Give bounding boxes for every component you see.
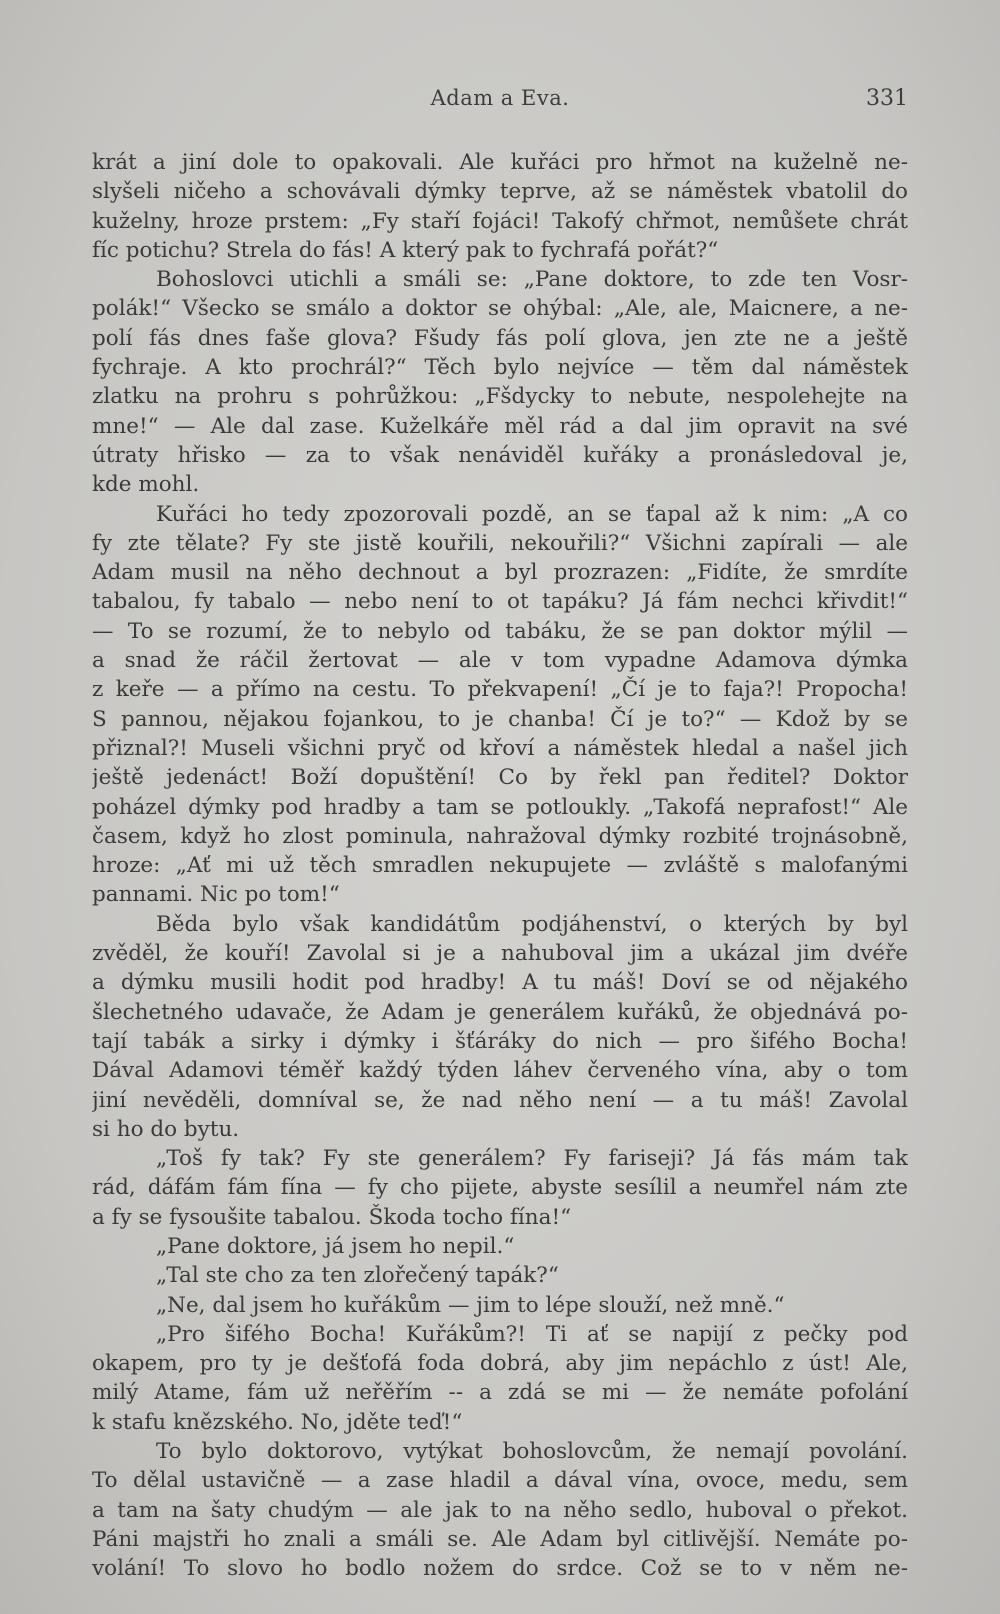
text-line: Běda bylo však kandidátům podjáhenství, o kterých by byl [156,911,908,937]
running-title: Adam a Eva. [430,86,570,110]
text-line: milý Atame, fám už neřěřím -- a zdá se mi — že nemáte pofolání [92,1380,908,1406]
text-line: „Pane doktore, já jsem ho nepil.“ [156,1233,515,1259]
text-line: časem, když ho zlost pominula, nahražoval dýmky rozbité trojnásobně, [92,823,908,849]
text-line: „Toš fy tak? Fy ste generálem? Fy fariseji? Já fás mám tak [156,1146,908,1172]
text-line: fychraje. A kto prochrál?“ Těch bylo nejvíce — těm dal náměstek [92,355,908,381]
text-line: To dělal ustavičně — a zase hladil a dával vína, ovoce, medu, sem [92,1468,908,1494]
text-line: S pannou, nějakou fojankou, to je chanba! Čí je to?“ — Kdož by se [92,706,908,732]
text-line: útraty hřisko — za to však nenáviděl kuřáky a pronásledoval je, [92,442,908,468]
text-line: „Ne, dal jsem ho kuřákům — jim to lépe slouží, než mně.“ [156,1292,785,1318]
text-line: okapem, pro ty je dešťofá foda dobrá, aby jim nepáchlo z úst! Ale, [92,1351,908,1377]
page-header [92,86,908,120]
text-line: polí fás dnes faše glova? Fšudy fás polí glova, jen zte ne a ještě [92,325,908,351]
text-line: krát a jiní dole to opakovali. Ale kuřáci pro hřmot na kuželně ne- [92,150,908,175]
text-line: To bylo doktorovo, vytýkat bohoslovcům, že nemají povolání. [156,1439,908,1465]
text-line: tabalou, fy tabalo — nebo není to ot tapáku? Já fám nechci křivdit!“ [92,589,908,615]
text-line: jiní nevěděli, domníval se, že nad něho není — a tu máš! Zavolal [92,1087,908,1113]
page-number: 331 [866,86,908,111]
text-line: zlatku na prohru s pohrůžkou: „Fšdycky to nebute, nespolehejte na [92,384,908,410]
text-line: hroze: „Ať mi už těch smradlen nekupujete — zvláště s malofanými [92,853,908,879]
text-line: poházel dýmky pod hradby a tam se potloukly. „Takofá neprafost!“ Ale [92,794,908,820]
text-line: Kuřáci ho tedy zpozorovali pozdě, an se ťapal až k nim: „A co [156,501,908,527]
text-line: Bohoslovci utichli a smáli se: „Pane doktore, to zde ten Vosr- [156,267,908,293]
text-line: fy zte tělate? Fy ste jistě kouřili, nekouřili?“ Všichni zapírali — ale [92,530,908,556]
text-line: slyšeli ničeho a schovávali dýmky teprve, až se náměstek vbatolil do [92,179,908,205]
text-line: mne!“ — Ale dal zase. Kuželkáře měl rád a dal jim opravit na své [92,413,908,439]
body-text [92,148,908,1584]
text-line: ještě jedenáct! Boží dopuštění! Co by řekl pan ředitel? Doktor [92,765,908,791]
text-line: tají tabák a sirky i dýmky i šťáráky do nich — pro šifého Bocha! [92,1028,908,1054]
text-line: a snad že ráčil žertovat — ale v tom vypadne Adamova dýmka [92,648,908,674]
text-line: „Tal ste cho za ten zlořečený tapák?“ [156,1263,559,1289]
text-line: kuželny, hroze prstem: „Fy staří fojáci! Takofý chřmot, nemůšete chrát [92,208,908,234]
text-line: k stafu knězského. No, jděte teď!“ [92,1409,463,1435]
text-line: a tam na šaty chudým — ale jak to na něho sedlo, huboval o překot. [92,1497,908,1523]
text-line: a fy se fysoušite tabalou. Škoda tocho fína!“ [92,1204,572,1230]
text-line: volání! To slovo ho bodlo nožem do srdce. Což se to v něm ne- [92,1556,908,1582]
text-line: z keře — a přímo na cestu. To překvapení! „Čí je to faja?! Propocha! [92,677,908,703]
text-line: Dával Adamovi téměř každý týden láhev červeného vína, aby o tom [92,1058,908,1084]
text-line: polák!“ Všecko se smálo a doktor se ohýbal: „Ale, ale, Maicnere, a ne- [92,296,908,322]
text-line: Páni majstři ho znali a smáli se. Ale Adam byl citlivější. Nemáte po- [92,1526,908,1552]
text-line: a dýmku musili hodit pod hradby! A tu máš! Doví se od nějakého [92,970,908,996]
text-line: rád, dáfám fám fína — fy cho pijete, abyste sesílil a neumřel nám zte [92,1175,908,1201]
text-line: „Pro šifého Bocha! Kuřákům?! Ti ať se napijí z pečky pod [156,1321,908,1347]
text-line: fíc potichu? Strela do fás! A který pak to fychrafá pořát?“ [92,237,719,263]
text-line: zvěděl, že kouří! Zavolal si je a nahuboval jim a ukázal jim dvéře [92,941,908,967]
text-line: šlechetného udavače, že Adam je generálem kuřáků, že objednává po- [92,999,908,1025]
text-line: Adam musil na něho dechnout a byl prozrazen: „Fidíte, že smrdíte [92,560,908,586]
text-line: přiznal?! Museli všichni pryč od křoví a náměstek hledal a našel jich [92,735,908,761]
text-line: kde mohl. [92,472,200,498]
text-line: si ho do bytu. [92,1116,240,1142]
text-line: pannami. Nic po tom!“ [92,882,340,908]
text-line: — To se rozumí, že to nebylo od tabáku, že se pan doktor mýlil — [92,618,908,644]
